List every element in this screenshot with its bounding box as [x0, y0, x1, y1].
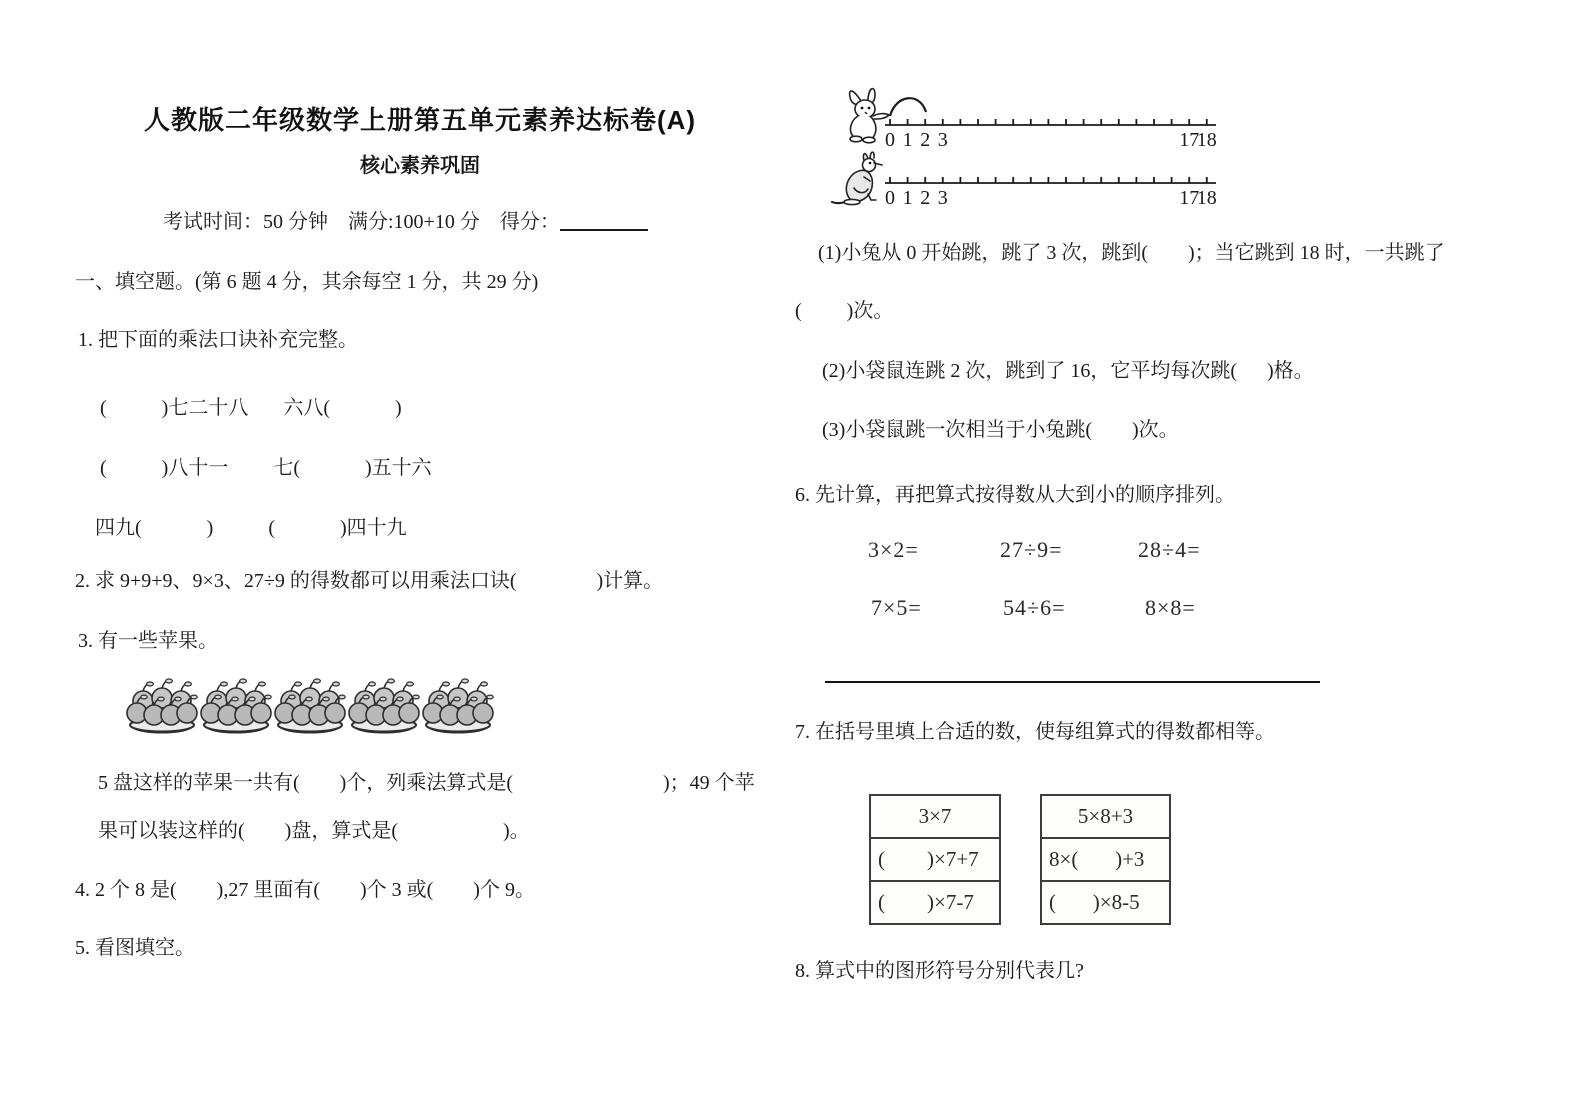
- tick-label: 0: [885, 187, 895, 209]
- exam-info-line: [163, 209, 648, 235]
- tick-label: 18: [1196, 187, 1217, 209]
- kangaroo-icon: [828, 150, 890, 206]
- score-blank-line: [560, 227, 648, 231]
- jump-question-1-line1: (1)小兔从 0 开始跳，跳了 3 次，跳到( )；当它跳到 18 时，一共跳了: [818, 242, 1445, 264]
- tick-label: 2: [920, 129, 931, 151]
- question-3-line2: 果可以装这样的( )盘，算式是( )。: [98, 820, 530, 842]
- apple-plate-icon: [274, 676, 346, 734]
- apple-plate-icon: [126, 676, 198, 734]
- jump-arc: [890, 98, 926, 116]
- equation-27div9: 27÷9=: [1000, 537, 1063, 562]
- tick-label: 3: [937, 187, 948, 209]
- tick-label: 2: [920, 187, 931, 209]
- section1-heading: 一、填空题。(第 6 题 4 分，其余每空 1 分，共 29 分): [75, 271, 539, 293]
- tick-label: 1: [902, 187, 913, 209]
- question-2: 2. 求 9+9+9、9×3、27÷9 的得数都可以用乘法口诀( )计算。: [75, 570, 664, 592]
- table-cell: ( )×7+7: [871, 839, 999, 882]
- table-cell: 5×8+3: [1042, 796, 1169, 839]
- equation-54div6: 54÷6=: [1003, 595, 1066, 620]
- tick-label: 17: [1179, 187, 1200, 209]
- tick-label: 3: [937, 129, 948, 151]
- page-title: 人教版二年级数学上册第五单元素养达标卷(A): [143, 105, 697, 135]
- question-3-label: 3. 有一些苹果。: [78, 630, 218, 652]
- equation-28div4: 28÷4=: [1138, 537, 1201, 562]
- equation-7x5: 7×5=: [871, 595, 922, 620]
- apple-plate-icon: [348, 676, 420, 734]
- tick-label: 17: [1179, 129, 1200, 151]
- table-cell: 3×7: [871, 796, 999, 839]
- question-6-label: 6. 先计算，再把算式按得数从大到小的顺序排列。: [795, 484, 1235, 506]
- question-7-table-left: [869, 794, 1001, 925]
- rabbit-number-line: [882, 88, 1222, 152]
- tick-label: 0: [885, 129, 895, 151]
- apple-plates-figure: [126, 676, 494, 734]
- page-subtitle: 核心素养巩固: [360, 155, 480, 177]
- question-1-row1: ( )七二十八 六八( ): [100, 397, 402, 419]
- tick-label: 1: [902, 129, 913, 151]
- question-4: 4. 2 个 8 是( ),27 里面有( )个 3 或( )个 9。: [75, 879, 535, 901]
- table-cell: ( )×7-7: [878, 890, 974, 914]
- exam-info-text: 考试时间：50 分钟 满分:100+10 分 得分：: [163, 211, 560, 233]
- kangaroo-number-line: [882, 146, 1222, 210]
- table-cell: ( )×8-5: [1049, 890, 1140, 914]
- tick-label: 18: [1196, 129, 1217, 151]
- jump-question-2: (2)小袋鼠连跳 2 次，跳到了 16，它平均每次跳( )格。: [822, 360, 1314, 382]
- equation-8x8: 8×8=: [1145, 595, 1196, 620]
- question-1-label: 1. 把下面的乘法口诀补充完整。: [78, 329, 358, 351]
- apple-plate-icon: [422, 676, 494, 734]
- question-7-label: 7. 在括号里填上合适的数，使每组算式的得数都相等。: [795, 721, 1275, 743]
- question-1-row3: 四九( ) ( )四十九: [95, 517, 407, 539]
- question-3-line1: 5 盘这样的苹果一共有( )个，列乘法算式是( )；49 个苹: [98, 772, 755, 794]
- question-1-row2: ( )八十一 七( )五十六: [100, 457, 432, 479]
- table-cell: 8×( )+3: [1042, 839, 1169, 882]
- jump-question-1-line2: ( )次。: [795, 300, 894, 322]
- equation-3x2: 3×2=: [868, 537, 919, 562]
- jump-question-3: (3)小袋鼠跳一次相当于小兔跳( )次。: [822, 419, 1179, 441]
- apple-plate-icon: [200, 676, 272, 734]
- question-8-label: 8. 算式中的图形符号分别代表几?: [795, 960, 1084, 982]
- answer-writing-line: [825, 681, 1320, 683]
- question-5-label: 5. 看图填空。: [75, 937, 195, 959]
- question-7-table-right: [1040, 794, 1171, 925]
